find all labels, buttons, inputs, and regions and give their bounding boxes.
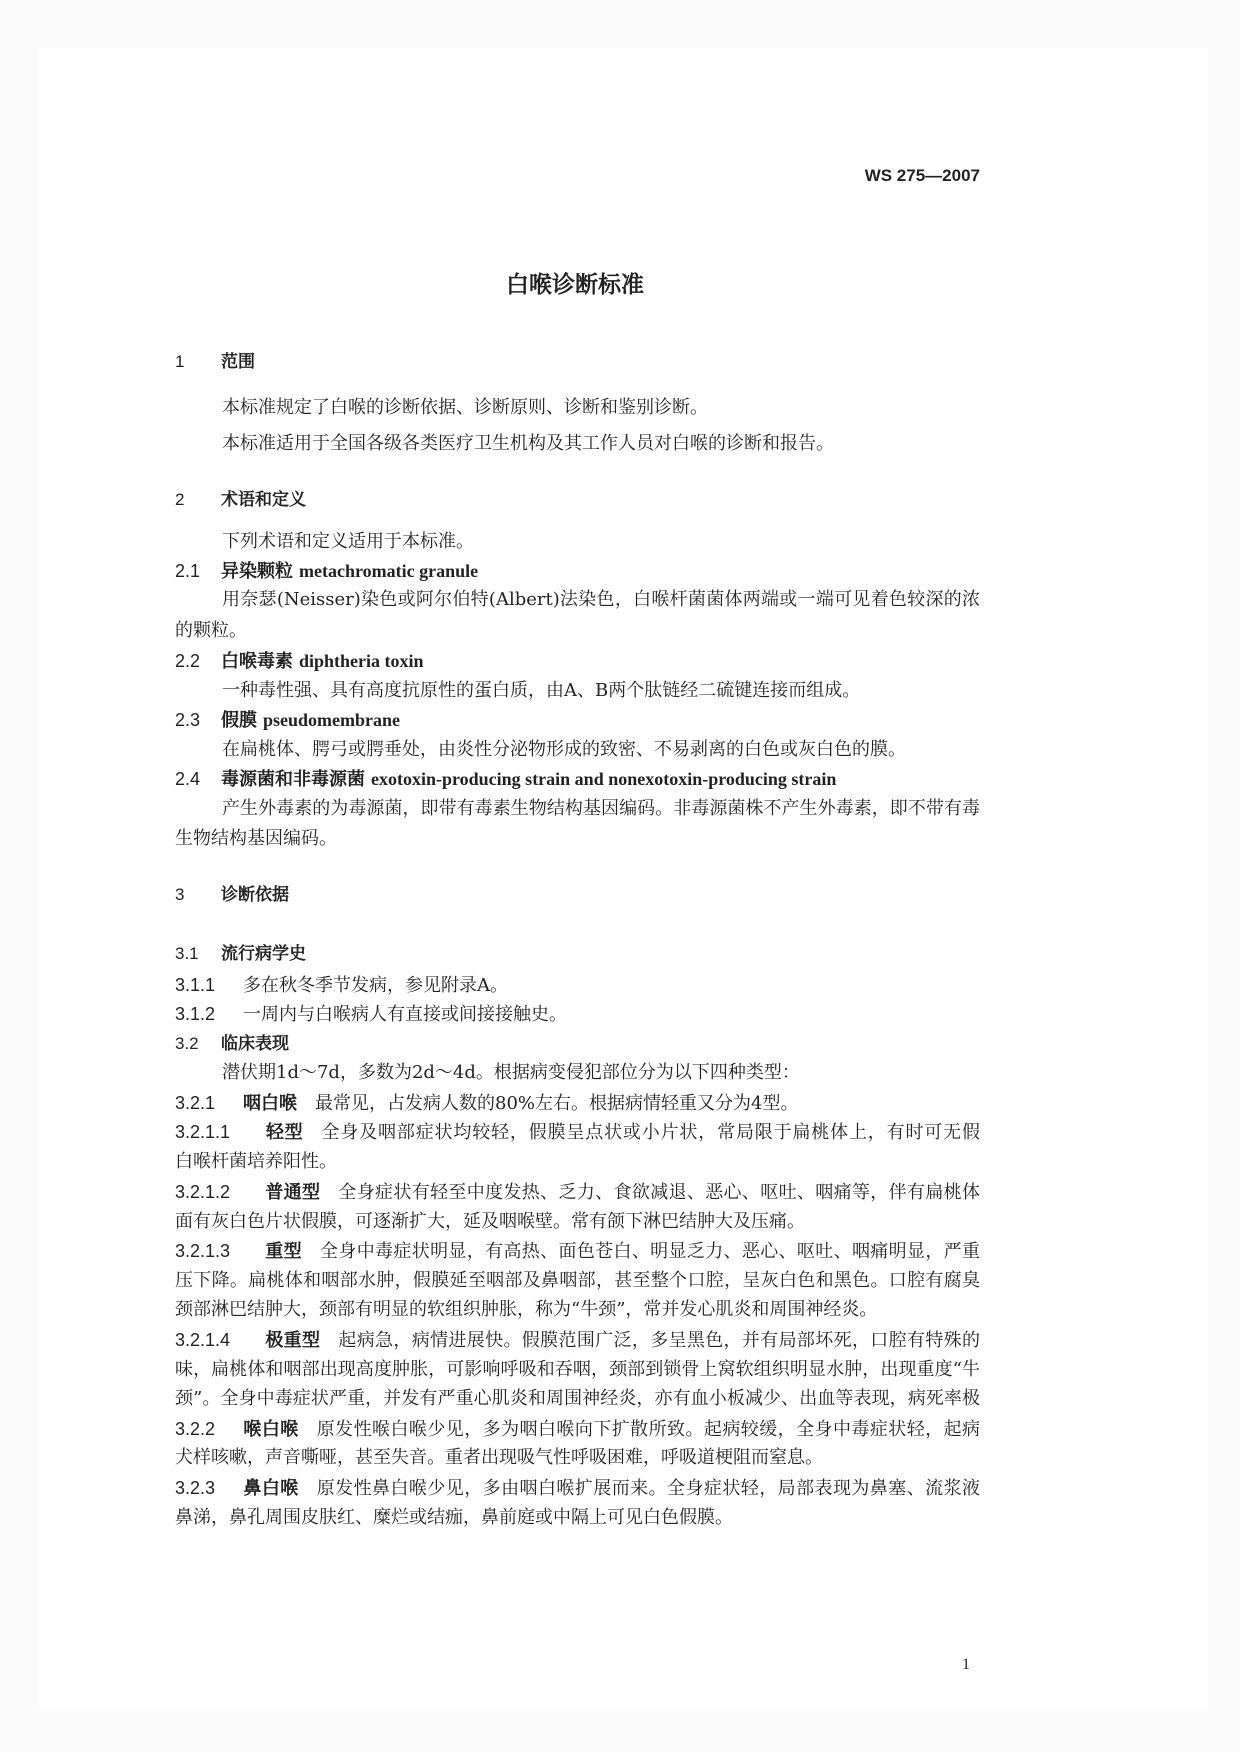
clause-3-2-1-2 xyxy=(175,1180,980,1204)
clause-3-2-1 xyxy=(175,1091,980,1116)
paragraph: 在扁桃体、腭弓或腭垂处，由炎性分泌物形成的致密、不易剥离的白色或灰白色的膜。 xyxy=(222,739,906,760)
clause-number: 2.2 xyxy=(175,651,201,671)
paragraph-cont: 的颗粒。 xyxy=(175,620,247,641)
section-1-heading xyxy=(175,350,980,374)
section-title: 诊断依据 xyxy=(221,885,289,905)
clause-text: 原发性喉白喉少见，多为咽白喉向下扩散所致。起病较缓，全身中毒症状轻，起病 xyxy=(316,1419,980,1440)
page-title: 白喉诊断标准 xyxy=(506,272,644,298)
clause-term: 普通型 xyxy=(265,1182,321,1203)
section-3-heading xyxy=(175,883,980,907)
paragraph: 产生外毒素的为毒源菌，即带有毒素生物结构基因编码。非毒源菌株不产生外毒素，即不带有毒 xyxy=(222,798,980,819)
term-2-1-heading xyxy=(175,559,980,584)
paragraph: 潜伏期1d～7d，多数为2d～4d。根据病变侵犯部位分为以下四种类型： xyxy=(222,1062,800,1083)
term-cn: 异染颗粒 xyxy=(221,561,293,582)
clause-3-2-heading xyxy=(175,1032,980,1056)
paragraph-cont: 犬样咳嗽，声音嘶哑，甚至失音。重者出现吸气性呼吸困难，呼吸道梗阻而窒息。 xyxy=(175,1447,823,1468)
clause-3-1-heading xyxy=(175,942,980,966)
clause-number: 3.2.1 xyxy=(175,1093,216,1113)
section-title: 范围 xyxy=(221,352,255,372)
clause-title: 流行病学史 xyxy=(221,944,306,964)
clause-number: 3.1 xyxy=(175,944,199,963)
paragraph-cont: 鼻涕，鼻孔周围皮肤红、糜烂或结痂，鼻前庭或中隔上可见白色假膜。 xyxy=(175,1507,733,1528)
clause-number: 3.2.1.2 xyxy=(175,1182,231,1202)
section-number: 2 xyxy=(175,490,185,509)
section-2-heading xyxy=(175,488,980,512)
clause-3-2-3 xyxy=(175,1476,980,1500)
clause-number: 2.1 xyxy=(175,561,201,581)
clause-3-2-1-1 xyxy=(175,1120,980,1144)
term-2-4-heading xyxy=(175,767,980,792)
paragraph-cont: 颈部淋巴结肿大，颈部有明显的软组织肿胀，称为“牛颈”，常并发心肌炎和周围神经炎。 xyxy=(175,1299,878,1320)
clause-text: 最常见，占发病人数的80%左右。根据病情轻重又分为4型。 xyxy=(315,1093,799,1114)
paragraph: 用奈瑟(Neisser)染色或阿尔伯特(Albert)法染色，白喉杆菌菌体两端或一端可见着色较深的浓 xyxy=(222,589,980,610)
term-en: pseudomembrane xyxy=(263,710,401,730)
paragraph-cont: 生物结构基因编码。 xyxy=(175,828,337,849)
term-cn: 白喉毒素 xyxy=(221,651,293,672)
clause-number: 2.3 xyxy=(175,710,201,730)
term-2-2-heading xyxy=(175,649,980,674)
clause-number: 3.2.1.1 xyxy=(175,1122,231,1142)
paragraph-cont: 白喉杆菌培养阳性。 xyxy=(175,1151,337,1172)
paragraph: 本标准适用于全国各级各类医疗卫生机构及其工作人员对白喉的诊断和报告。 xyxy=(222,433,834,454)
clause-text: 全身及咽部症状均较轻，假膜呈点状或小片状，常局限于扁桃体上，有时可无假 xyxy=(321,1122,980,1143)
clause-number: 3.2.1.3 xyxy=(175,1241,231,1261)
clause-text: 多在秋冬季节发病，参见附录A。 xyxy=(243,975,508,996)
clause-number: 2.4 xyxy=(175,769,201,789)
clause-text: 全身症状有轻至中度发热、乏力、食欲减退、恶心、呕吐、咽痛等，伴有扁桃体 xyxy=(338,1182,980,1203)
page-number: 1 xyxy=(962,1656,970,1673)
term-en: exotoxin-producing strain and nonexotoxin-producing strain xyxy=(371,769,837,789)
clause-3-2-2 xyxy=(175,1417,980,1441)
clause-3-1-1 xyxy=(175,973,980,998)
paragraph-cont: 颈”。全身中毒症状严重，并发有严重心肌炎和周围神经炎，亦有血小板减少、出血等表现，病死率极 xyxy=(175,1388,980,1409)
clause-text: 原发性鼻白喉少见，多由咽白喉扩展而来。全身症状轻，局部表现为鼻塞、流浆液 xyxy=(316,1478,980,1499)
term-cn: 假膜 xyxy=(221,710,257,731)
clause-text: 起病急，病情进展快。假膜范围广泛，多呈黑色，并有局部坏死，口腔有特殊的 xyxy=(338,1330,980,1351)
paragraph: 下列术语和定义适用于本标准。 xyxy=(222,531,474,552)
clause-number: 3.1.2 xyxy=(175,1004,216,1024)
term-2-3-heading xyxy=(175,708,980,733)
clause-3-2-1-4 xyxy=(175,1328,980,1352)
clause-3-1-2 xyxy=(175,1002,980,1027)
section-number: 1 xyxy=(175,352,185,371)
clause-3-2-1-3 xyxy=(175,1239,980,1263)
clause-term: 喉白喉 xyxy=(243,1419,299,1440)
clause-term: 重型 xyxy=(265,1241,303,1262)
clause-term: 咽白喉 xyxy=(243,1093,297,1114)
paragraph: 本标准规定了白喉的诊断依据、诊断原则、诊断和鉴别诊断。 xyxy=(222,397,708,418)
clause-term: 轻型 xyxy=(265,1122,304,1143)
clause-text: 全身中毒症状明显，有高热、面色苍白、明显乏力、恶心、呕吐、咽痛明显，严重 xyxy=(320,1241,980,1262)
section-number: 3 xyxy=(175,885,185,904)
standard-code: WS 275—2007 xyxy=(864,166,980,185)
term-cn: 毒源菌和非毒源菌 xyxy=(221,769,365,790)
clause-number: 3.1.1 xyxy=(175,975,216,995)
clause-number: 3.2.3 xyxy=(175,1478,216,1498)
clause-title: 临床表现 xyxy=(221,1034,289,1054)
section-title: 术语和定义 xyxy=(221,490,306,510)
clause-number: 3.2.2 xyxy=(175,1419,216,1439)
paragraph-cont: 味，扁桃体和咽部出现高度肿胀，可影响呼吸和吞咽，颈部到锁骨上窝软组织明显水肿，出现重度“牛 xyxy=(175,1359,980,1380)
paragraph: 一种毒性强、具有高度抗原性的蛋白质，由A、B两个肽链经二硫键连接而组成。 xyxy=(222,680,861,701)
clause-term: 极重型 xyxy=(265,1330,321,1351)
paragraph-cont: 面有灰白色片状假膜，可逐渐扩大，延及咽喉壁。常有颌下淋巴结肿大及压痛。 xyxy=(175,1211,805,1232)
paragraph-cont: 压下降。扁桃体和咽部水肿，假膜延至咽部及鼻咽部，甚至整个口腔，呈灰白色和黑色。口腔有腐臭 xyxy=(175,1270,980,1291)
term-en: diphtheria toxin xyxy=(299,651,424,671)
term-en: metachromatic granule xyxy=(299,561,479,581)
clause-number: 3.2.1.4 xyxy=(175,1330,231,1350)
clause-term: 鼻白喉 xyxy=(243,1478,299,1499)
clause-text: 一周内与白喉病人有直接或间接接触史。 xyxy=(243,1004,567,1025)
clause-number: 3.2 xyxy=(175,1034,199,1053)
